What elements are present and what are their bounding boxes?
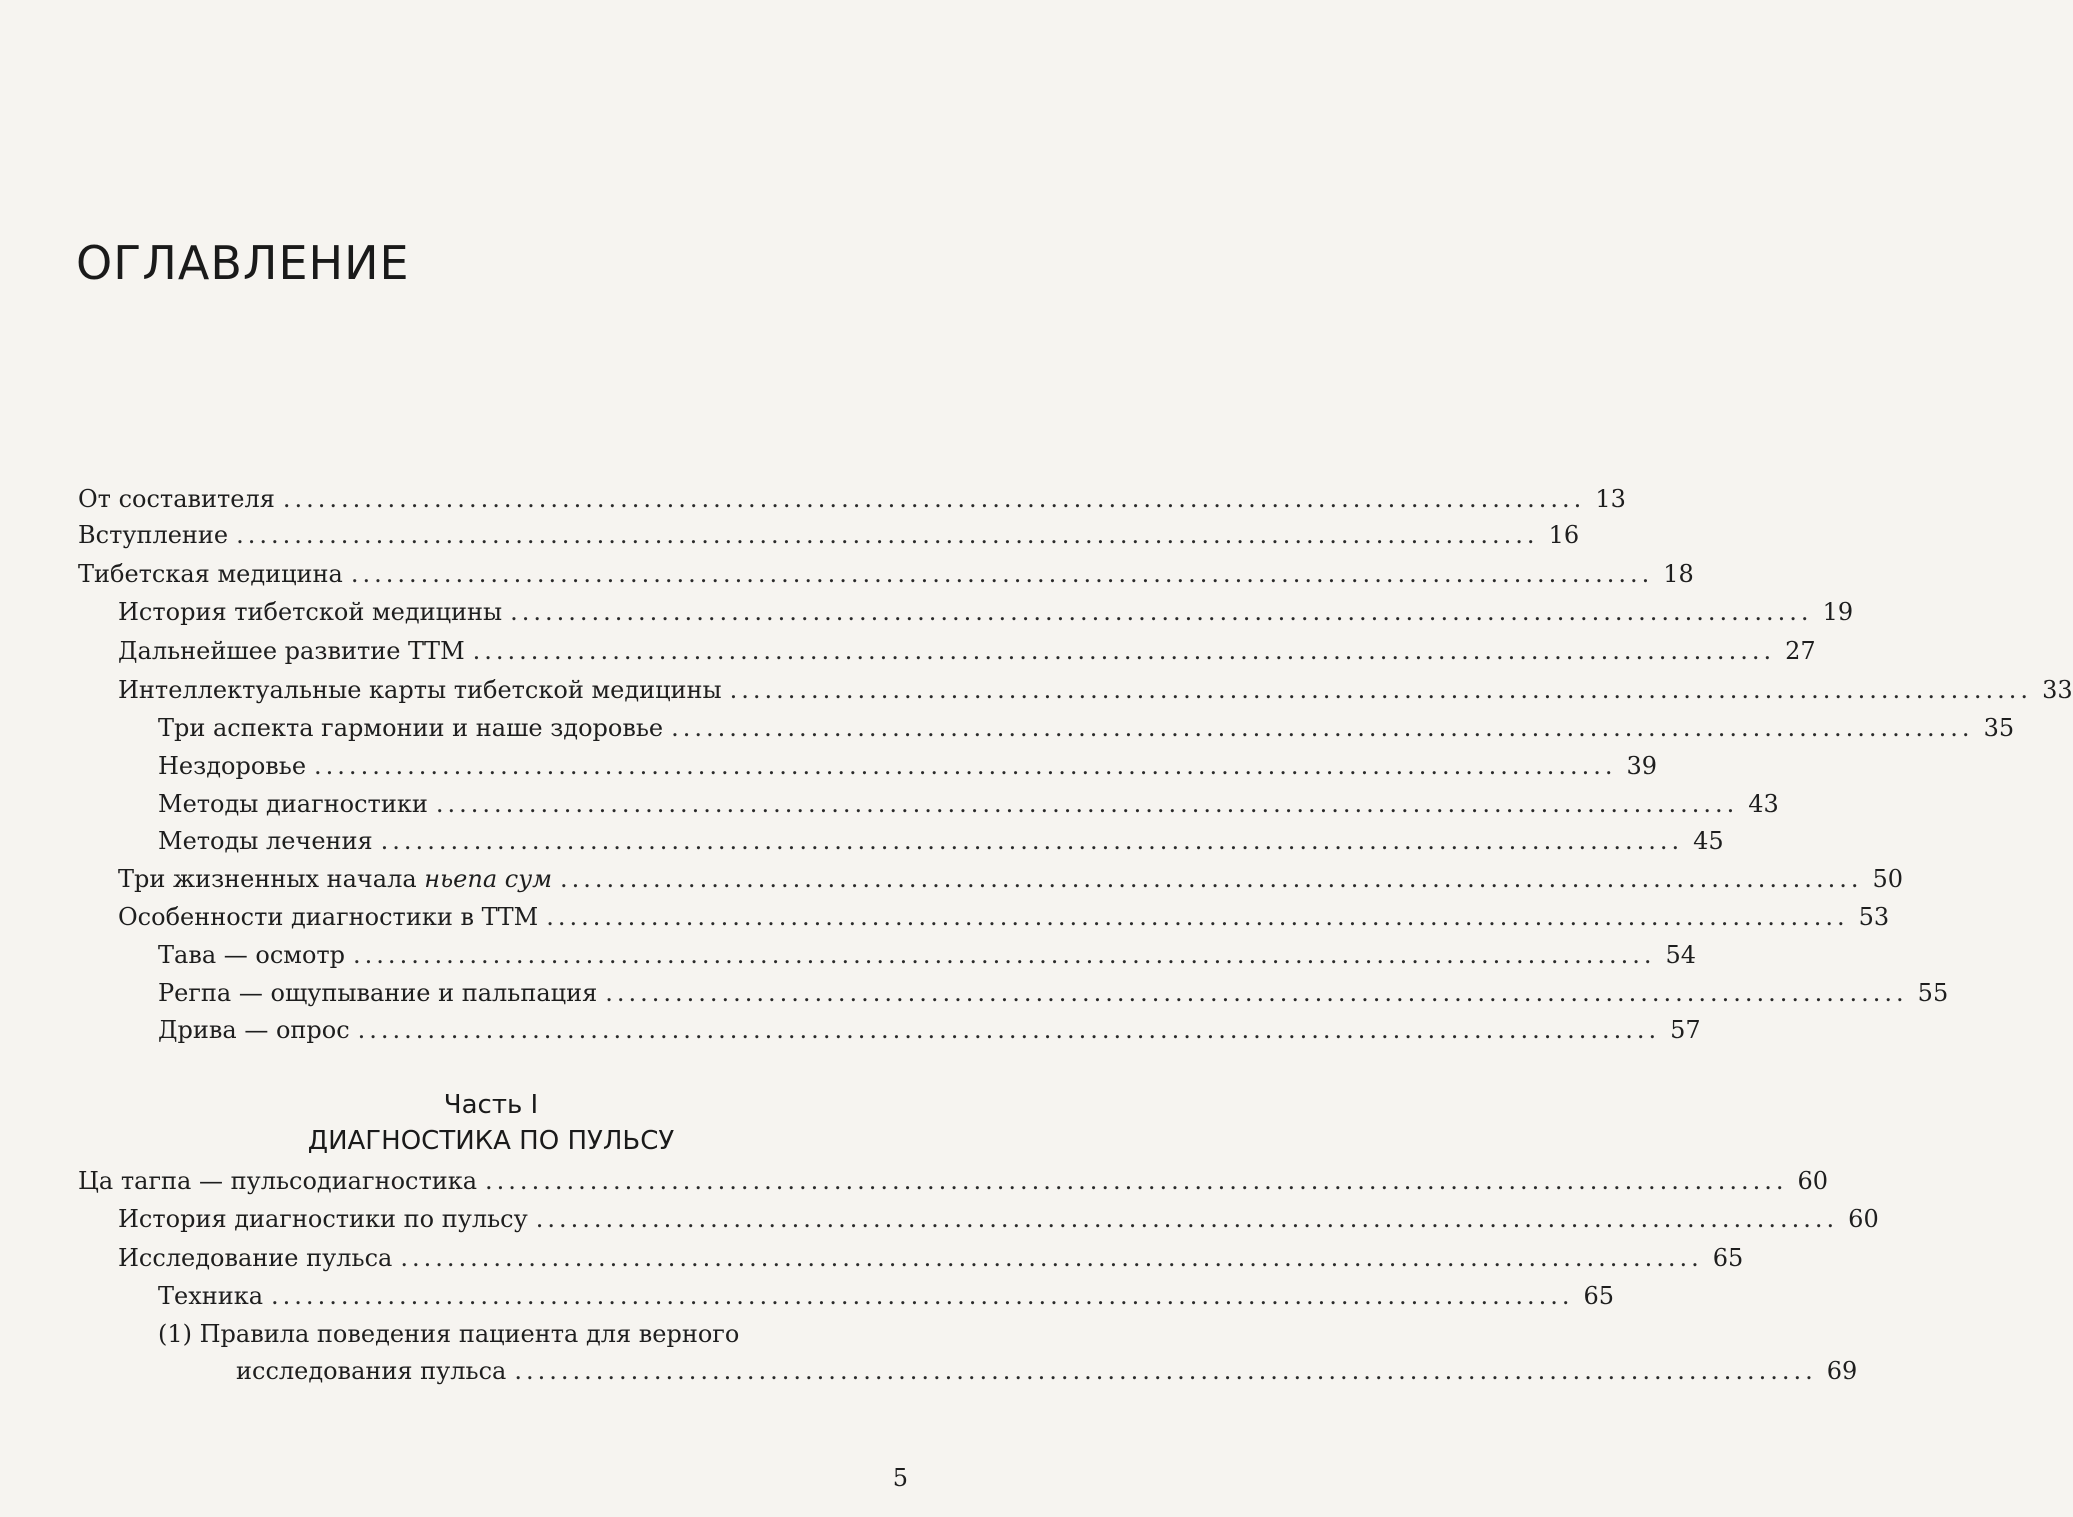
toc-entry-page: 69 (1826, 1357, 1858, 1385)
toc-entry-label-text: Три жизненных начала (118, 865, 425, 893)
toc-entry-label: Нездоровье (158, 752, 307, 780)
toc-entry-tava[interactable] (158, 937, 1697, 973)
toc-entry-label: Тибетская медицина (78, 560, 343, 588)
toc-entry-page: 60 (1848, 1205, 1879, 1233)
part-number: Часть I (443, 1090, 539, 1120)
toc-entry-label: Методы лечения (158, 827, 373, 855)
dot-leader: ................................................................................................................ (560, 865, 1863, 893)
dot-leader: ................................................................................................................ (535, 1205, 1839, 1233)
toc-entry-diagnostic-methods[interactable] (158, 786, 1779, 822)
dot-leader: ................................................................................................................ (271, 1282, 1574, 1310)
toc-entry-page: 53 (1858, 903, 1890, 931)
toc-entry-label (118, 861, 552, 897)
toc-entry-page: 19 (1822, 598, 1854, 626)
toc-entry-page: 54 (1665, 941, 1697, 969)
toc-entry-page: 16 (1548, 521, 1580, 549)
toc-entry-page: 57 (1670, 1016, 1701, 1044)
dot-leader: ................................................................................................................ (353, 941, 1656, 969)
toc-entry-page: 60 (1797, 1167, 1829, 1195)
toc-entry-label: Методы диагностики (158, 790, 428, 818)
toc-entry-label-continued: исследования пульса (236, 1357, 507, 1385)
toc-entry-treatment-methods[interactable] (158, 823, 1724, 859)
dot-leader: ................................................................................................................ (546, 903, 1849, 931)
toc-entry-page: 18 (1663, 560, 1694, 588)
toc-entry-label: Дальнейшее развитие ТТМ (118, 637, 465, 665)
toc-entry-label: Тава — осмотр (158, 941, 346, 969)
toc-entry-page: 55 (1917, 979, 1949, 1007)
toc-entry-page: 27 (1785, 637, 1816, 665)
toc-entry-regpa[interactable] (158, 975, 1949, 1011)
toc-entry-pulse-examination[interactable] (118, 1240, 1744, 1276)
toc-entry-label: Интеллектуальные карты тибетской медицины (118, 676, 722, 704)
toc-entry-technique[interactable] (158, 1278, 1615, 1314)
toc-entry-patient-rules[interactable] (158, 1316, 906, 1352)
toc-entry-page: 65 (1583, 1282, 1615, 1310)
toc-entry-three-aspects[interactable] (158, 710, 2015, 746)
toc-entry-page: 35 (1983, 714, 2015, 742)
toc-entry-label: Особенности диагностики в ТТМ (118, 903, 539, 931)
dot-leader: ................................................................................................................ (435, 790, 1739, 818)
toc-entry-history[interactable] (118, 594, 1854, 630)
toc-entry-page: 43 (1748, 790, 1779, 818)
toc-entry-diagnostic-features[interactable] (118, 899, 1890, 935)
toc-entry-label: Дрива — опрос (158, 1016, 350, 1044)
toc-entry-label: Техника (158, 1282, 264, 1310)
dot-leader: ................................................................................................................ (282, 485, 1586, 513)
dot-leader: ................................................................................................................ (357, 1016, 1661, 1044)
toc-entry-label: Три аспекта гармонии и наше здоровье (158, 714, 664, 742)
toc-entry-pulse-history[interactable] (118, 1201, 1879, 1237)
toc-entry-label: Ца тагпа — пульсодиагностика (78, 1167, 478, 1195)
toc-entry-page: 50 (1872, 865, 1903, 893)
toc-entry-label: Регпа — ощупывание и пальпация (158, 979, 598, 1007)
dot-leader: ................................................................................................................ (400, 1244, 1703, 1272)
toc-entry-label: (1) Правила поведения пациента для верного (158, 1320, 740, 1348)
toc-entry-from-compiler[interactable] (78, 481, 1626, 517)
toc-entry-introduction[interactable] (78, 517, 1580, 553)
toc-entry-page: 13 (1595, 485, 1626, 513)
dot-leader: ................................................................................................................ (380, 827, 1684, 855)
toc-entry-patient-rules-continued[interactable] (236, 1353, 1858, 1389)
toc-entry-page: 45 (1693, 827, 1724, 855)
dot-leader: ................................................................................................................ (472, 637, 1776, 665)
toc-entry-page: 39 (1626, 752, 1658, 780)
toc-entry-label: Вступление (78, 521, 229, 549)
toc-entry-further-development[interactable] (118, 633, 1816, 669)
toc-entry-page: 65 (1712, 1244, 1744, 1272)
dot-leader: ................................................................................................................ (514, 1357, 1817, 1385)
dot-leader: ................................................................................................................ (605, 979, 1908, 1007)
dot-leader: ................................................................................................................ (350, 560, 1654, 588)
toc-entry-label: История диагностики по пульсу (118, 1205, 528, 1233)
toc-entry-three-principles[interactable] (118, 861, 1903, 897)
toc-entry-mind-maps[interactable] (118, 672, 2073, 708)
dot-leader: ................................................................................................................ (314, 752, 1617, 780)
dot-leader: ................................................................................................................ (510, 598, 1813, 626)
dot-leader: ................................................................................................................ (236, 521, 1539, 549)
toc-entry-driva[interactable] (158, 1012, 1701, 1048)
toc-entry-tsa-tagpa[interactable] (78, 1163, 1829, 1199)
dot-leader: ................................................................................................................ (485, 1167, 1788, 1195)
toc-entry-label: От составителя (78, 485, 275, 513)
page-title: ОГЛАВЛЕНИЕ (76, 236, 410, 290)
dot-leader: ................................................................................................................ (671, 714, 1974, 742)
page-number: 5 (892, 1464, 908, 1492)
toc-entry-label: История тибетской медицины (118, 598, 503, 626)
toc-entry-label: Исследование пульса (118, 1244, 393, 1272)
toc-entry-ill-health[interactable] (158, 748, 1658, 784)
toc-entry-page: 33 (2042, 676, 2073, 704)
toc-entry-label-italic: ньепа сум (424, 865, 553, 893)
dot-leader: ................................................................................................................ (729, 676, 2033, 704)
part-title: ДИАГНОСТИКА ПО ПУЛЬСУ (307, 1126, 675, 1156)
toc-entry-tibetan-medicine[interactable] (78, 556, 1694, 592)
